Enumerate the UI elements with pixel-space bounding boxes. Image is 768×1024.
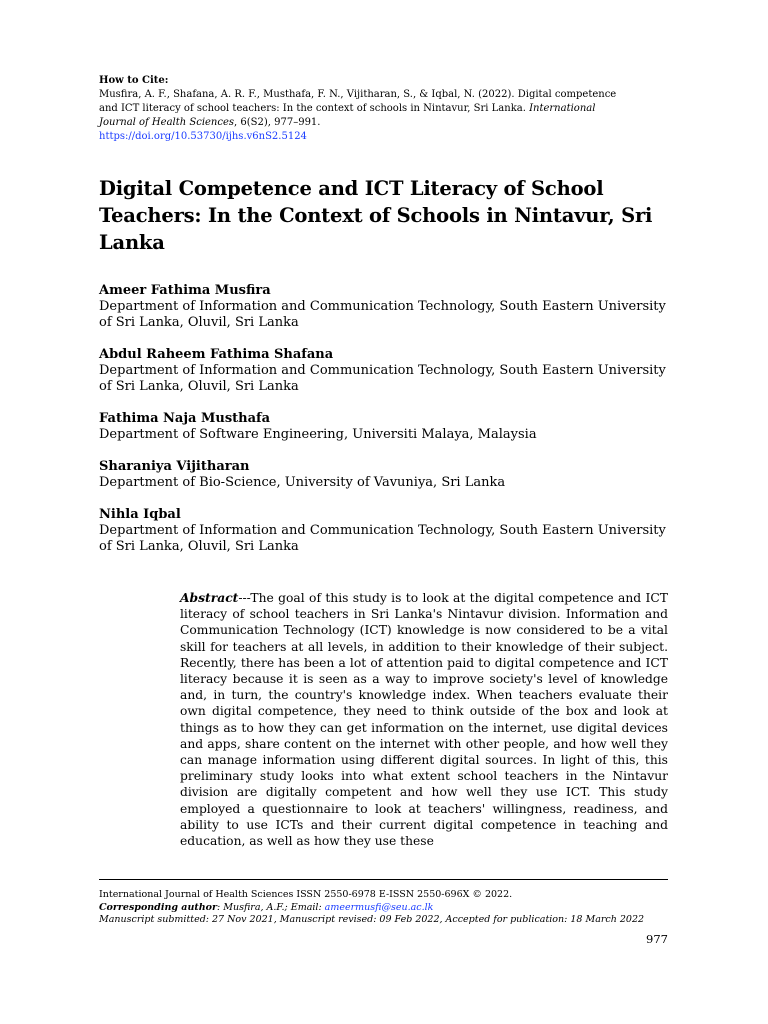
corresponding-text: : Musfira, A.F.; Email:: [217, 901, 325, 913]
citation-text: [99, 88, 619, 130]
page-footer: [99, 889, 668, 927]
citation-journal: International Journal of Health Sciences: [99, 103, 596, 128]
abstract-text: The goal of this study is to look at the digital competence and ICT literacy of school teachers in Sri Lanka's Nintavur division. Information and Communication Technology (ICT) knowledge is now considered to be a vital skill for teachers at all levels, in addition to their knowledge of their subject. Recently, there has been a lot of attention paid to digital competence and ICT literacy because it is seen as a way to improve society's level of knowledge and, in turn, the country's knowledge index. When teachers evaluate their own digital competence, they need to think outside of the box and look at things as to how they can get information on the internet, use digital devices and apps, share content on the internet with other people, and how well they can manage information using different digital sources. In light of this, this preliminary study looks into what extent school teachers in the Nintavur division are digitally competent and how well they use ICT. This study employed a questionnaire to look at teachers' willingness, readiness, and ability to use ICTs and their current digital competence in teaching and education, as well as how they use these: [180, 591, 668, 849]
author-affiliation: Department of Information and Communication Technology, South Eastern University of Sri Lanka, Oluvil, Sri Lanka: [99, 299, 666, 330]
author-name: Sharaniya Vijitharan: [99, 459, 250, 474]
author-entry: [99, 507, 679, 555]
journal-issn-line: International Journal of Health Sciences ISSN 2550-6978 E-ISSN 2550-696X © 2022.: [99, 889, 513, 900]
citation-volume: , 6(S2), 977–991.: [234, 117, 321, 128]
author-affiliation: Department of Software Engineering, Universiti Malaya, Malaysia: [99, 427, 537, 442]
author-entry: [99, 459, 679, 491]
page-number: 977: [646, 932, 668, 946]
doi-link[interactable]: https://doi.org/10.53730/ijhs.v6nS2.5124: [99, 131, 307, 142]
author-name: Fathima Naja Musthafa: [99, 411, 271, 426]
manuscript-dates-line: Manuscript submitted: 27 Nov 2021, Manuscript revised: 09 Feb 2022, Accepted for publication: 18 March 2022: [99, 914, 645, 925]
abstract-label: Abstract: [180, 590, 239, 605]
citation-heading: How to Cite:: [99, 75, 169, 86]
author-affiliation: Department of Bio-Science, University of Vavuniya, Sri Lanka: [99, 475, 506, 490]
author-entry: [99, 411, 679, 443]
author-name: Ameer Fathima Musfira: [99, 283, 271, 298]
author-name: Abdul Raheem Fathima Shafana: [99, 347, 334, 362]
corresponding-author-line: [99, 902, 668, 915]
abstract: [180, 590, 668, 849]
citation-main: Musfira, A. F., Shafana, A. R. F., Musthafa, F. N., Vijitharan, S., & Iqbal, N. (2022). Digital competence and ICT literacy of school teachers: In the context of schools in Nintavur, Sri Lanka.: [99, 89, 617, 114]
paper-title: Digital Competence and ICT Literacy of School Teachers: In the Context of Schools in Nintavur, Sri Lanka: [99, 177, 653, 254]
author-affiliation: Department of Information and Communication Technology, South Eastern University of Sri Lanka, Oluvil, Sri Lanka: [99, 523, 666, 554]
citation-block: [99, 74, 619, 144]
abstract-separator: ---: [238, 591, 251, 605]
author-name: Nihla Iqbal: [99, 507, 181, 522]
author-email-link[interactable]: ameermusfi@seu.ac.lk: [324, 901, 434, 913]
author-entry: [99, 283, 679, 331]
author-entry: [99, 347, 679, 395]
corresponding-label: Corresponding author: [99, 901, 217, 913]
footer-divider: [99, 879, 668, 880]
author-affiliation: Department of Information and Communication Technology, South Eastern University of Sri Lanka, Oluvil, Sri Lanka: [99, 363, 666, 394]
author-list: [99, 283, 679, 571]
